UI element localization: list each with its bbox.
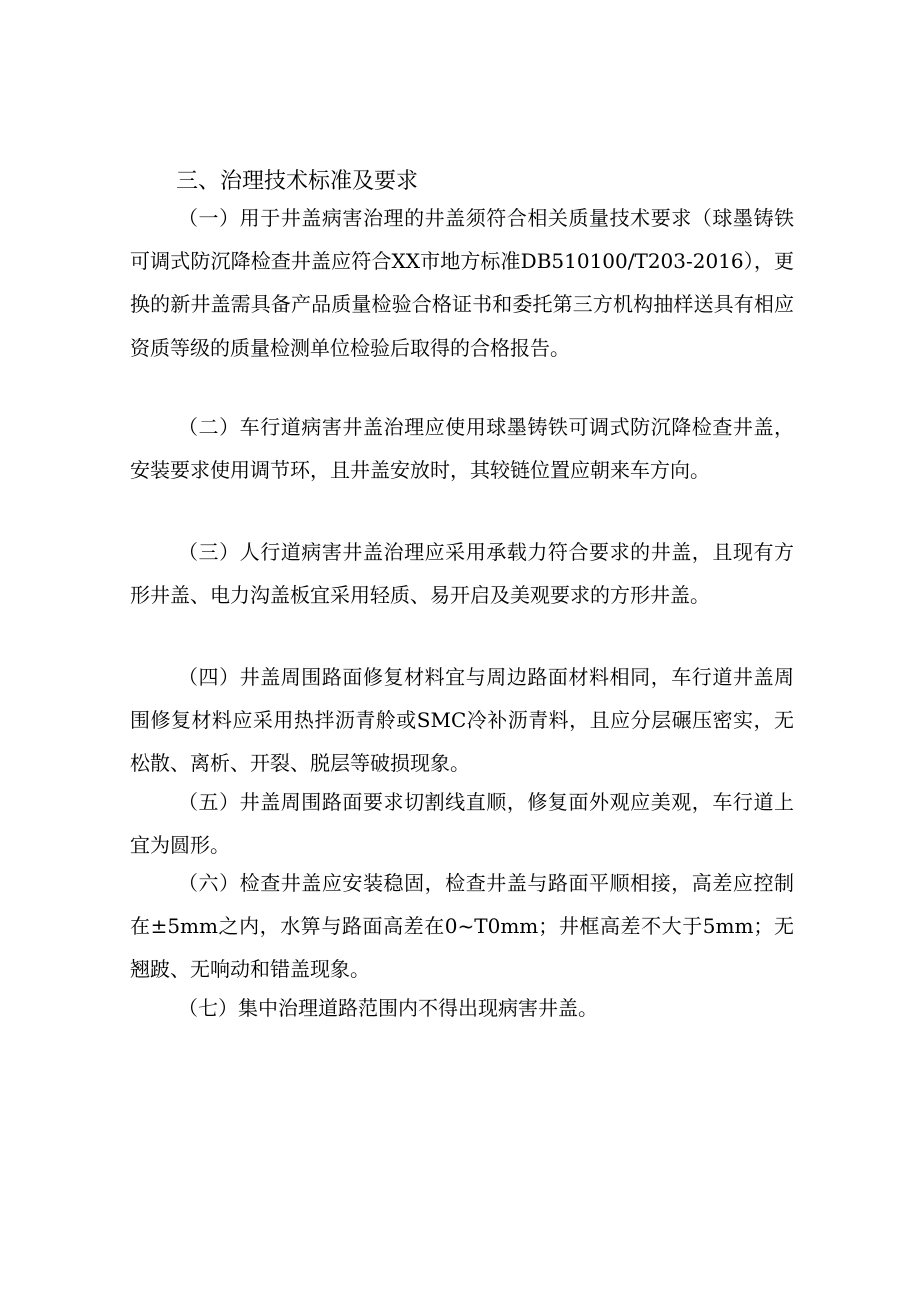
paragraph-3: （三）人行道病害井盖治理应采用承载力符合要求的井盖，且现有方形井盖、电力沟盖板宜采用轻质、易开启及美观要求的方形井盖。 [130, 540, 794, 608]
paragraph-7: （七）集中治理道路范围内不得出现病害井盖。 [178, 996, 598, 1020]
paragraph-5: （五）井盖周围路面要求切割线直顺，修复面外观应美观，车行道上宜为圆形。 [130, 790, 794, 858]
paragraph-6: （六）检查井盖应安装稳固，检查井盖与路面平顺相接，高差应控制在±5mm之内，水箅与路面高差在0~T0mm；井框高差不大于5mm；无翘跛、无响动和错盖现象。 [130, 871, 794, 982]
paragraph-2: （二）车行道病害井盖治理应使用球墨铸铁可调式防沉降检查井盖，安装要求使用调节环，且井盖安放时，其较链位置应朝来车方向。 [130, 415, 794, 483]
paragraph-4: （四）井盖周围路面修复材料宜与周边路面材料相同，车行道井盖周围修复材料应采用热拌沥青舲或SMC冷补沥青料，且应分层碾压密实，无松散、离析、开裂、脱层等破损现象。 [130, 665, 794, 776]
paragraph-1: （一）用于井盖病害治理的井盖须符合相关质量技术要求（球墨铸铁可调式防沉降检查井盖应符合XX市地方标准DB510100/T203-2016），更换的新井盖需具备产品质量检验合格证书和委托第三方机构抽样送具有相应资质等级的质量检测单位检验后取得的合格报告。 [130, 206, 794, 360]
section-heading: 三、治理技术标准及要求 [176, 169, 419, 194]
